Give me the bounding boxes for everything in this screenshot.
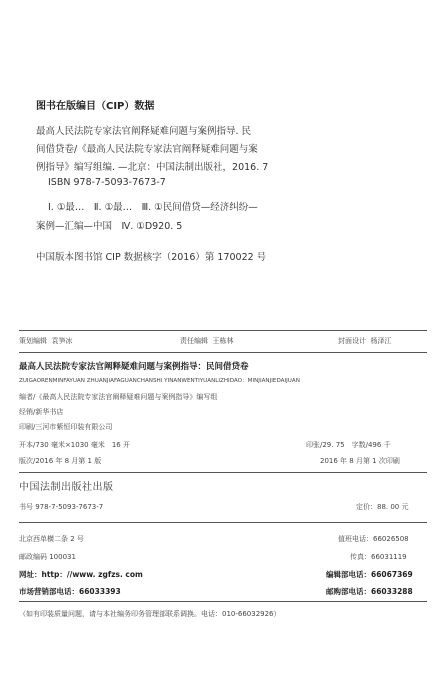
website: 网址：http：//www. zgfzs. com	[19, 570, 143, 579]
cip-isbn: ISBN 978-7-5093-7673-7	[48, 177, 166, 188]
cip-line-3: 例指导》编写组编. —北京：中国法制出版社，2016. 7	[36, 162, 269, 173]
marketing-phone: 市场营销部电话：66033393	[19, 587, 121, 596]
sheets-and-words: 印张/29. 75 字数/496 千	[306, 441, 391, 449]
printer: 印刷/三河市紫恒印装有限公司	[19, 423, 113, 431]
cover-designer-name: 杨泽江	[370, 337, 392, 345]
fax: 传真：66031119	[350, 553, 407, 561]
book-title: 最高人民法院专家法官阐释疑难问题与案例指导：民间借贷卷	[19, 362, 249, 372]
distributor: 经销/新华书店	[19, 408, 64, 416]
cip-line-1: 最高人民法院专家法官阐释疑难问题与案例指导. 民	[36, 126, 252, 137]
divider-book	[19, 472, 427, 473]
planning-editor-name: 袁笋冰	[51, 337, 73, 345]
postcode: 邮政编码 100031	[19, 553, 76, 561]
address: 北京西单横二条 2 号	[19, 535, 84, 543]
cover-designer-label: 封面设计	[338, 337, 366, 345]
responsible-editor-name: 王栋林	[212, 337, 234, 345]
divider-bottom	[19, 601, 427, 602]
cip-classification-1: Ⅰ. ①最… Ⅱ. ①最… Ⅲ. ①民间借贷—经济纠纷—	[48, 202, 258, 213]
divider-top	[19, 330, 427, 331]
mail-order-phone: 邮购部电话：66033288	[326, 587, 413, 596]
book-title-pinyin: ZUIGAORENMINFAYUAN ZHUANJIAFAGUANCHANSHI YINANWENTIYUANLIZHIDAO：MINJIANJIEDAIJUAN	[19, 378, 300, 384]
quality-notice: （如有印装质量问题，请与本社编务印务管理部联系调换。电话：010-66032926）	[19, 610, 281, 618]
price: 定价：88. 00 元	[356, 503, 409, 511]
cip-line-2: 间借贷卷/《最高人民法院专家法官阐释疑难问题与案	[36, 144, 258, 155]
compiler: 编者/《最高人民法院专家法官阐释疑难问题与案例指导》编写组	[19, 393, 218, 401]
cip-classification-2: 案例—汇编—中国 Ⅳ. ①D920. 5	[36, 221, 183, 232]
editorial-phone: 编辑部电话：66067369	[326, 570, 413, 579]
responsible-editor-label: 责任编辑	[180, 337, 208, 345]
planning-editor-label: 策划编辑	[19, 337, 47, 345]
responsible-editor	[180, 336, 233, 346]
printing: 2016 年 8 月第 1 次印刷	[320, 457, 400, 465]
cip-approval: 中国版本图书馆 CIP 数据核字（2016）第 170022 号	[36, 252, 267, 263]
hotline-phone: 值班电话：66026508	[338, 535, 409, 543]
divider-credits	[19, 352, 427, 353]
cip-heading: 图书在版编目（CIP）数据	[36, 101, 155, 112]
isbn-number: 书号 978-7-5093-7673-7	[19, 503, 104, 511]
format: 开本/730 毫米×1030 毫米 16 开	[19, 441, 130, 449]
planning-editor	[19, 336, 72, 346]
cover-designer	[338, 336, 391, 346]
edition: 版次/2016 年 8 月第 1 版	[19, 457, 102, 465]
publisher-name: 中国法制出版社出版	[19, 482, 114, 493]
divider-publisher	[19, 522, 427, 523]
